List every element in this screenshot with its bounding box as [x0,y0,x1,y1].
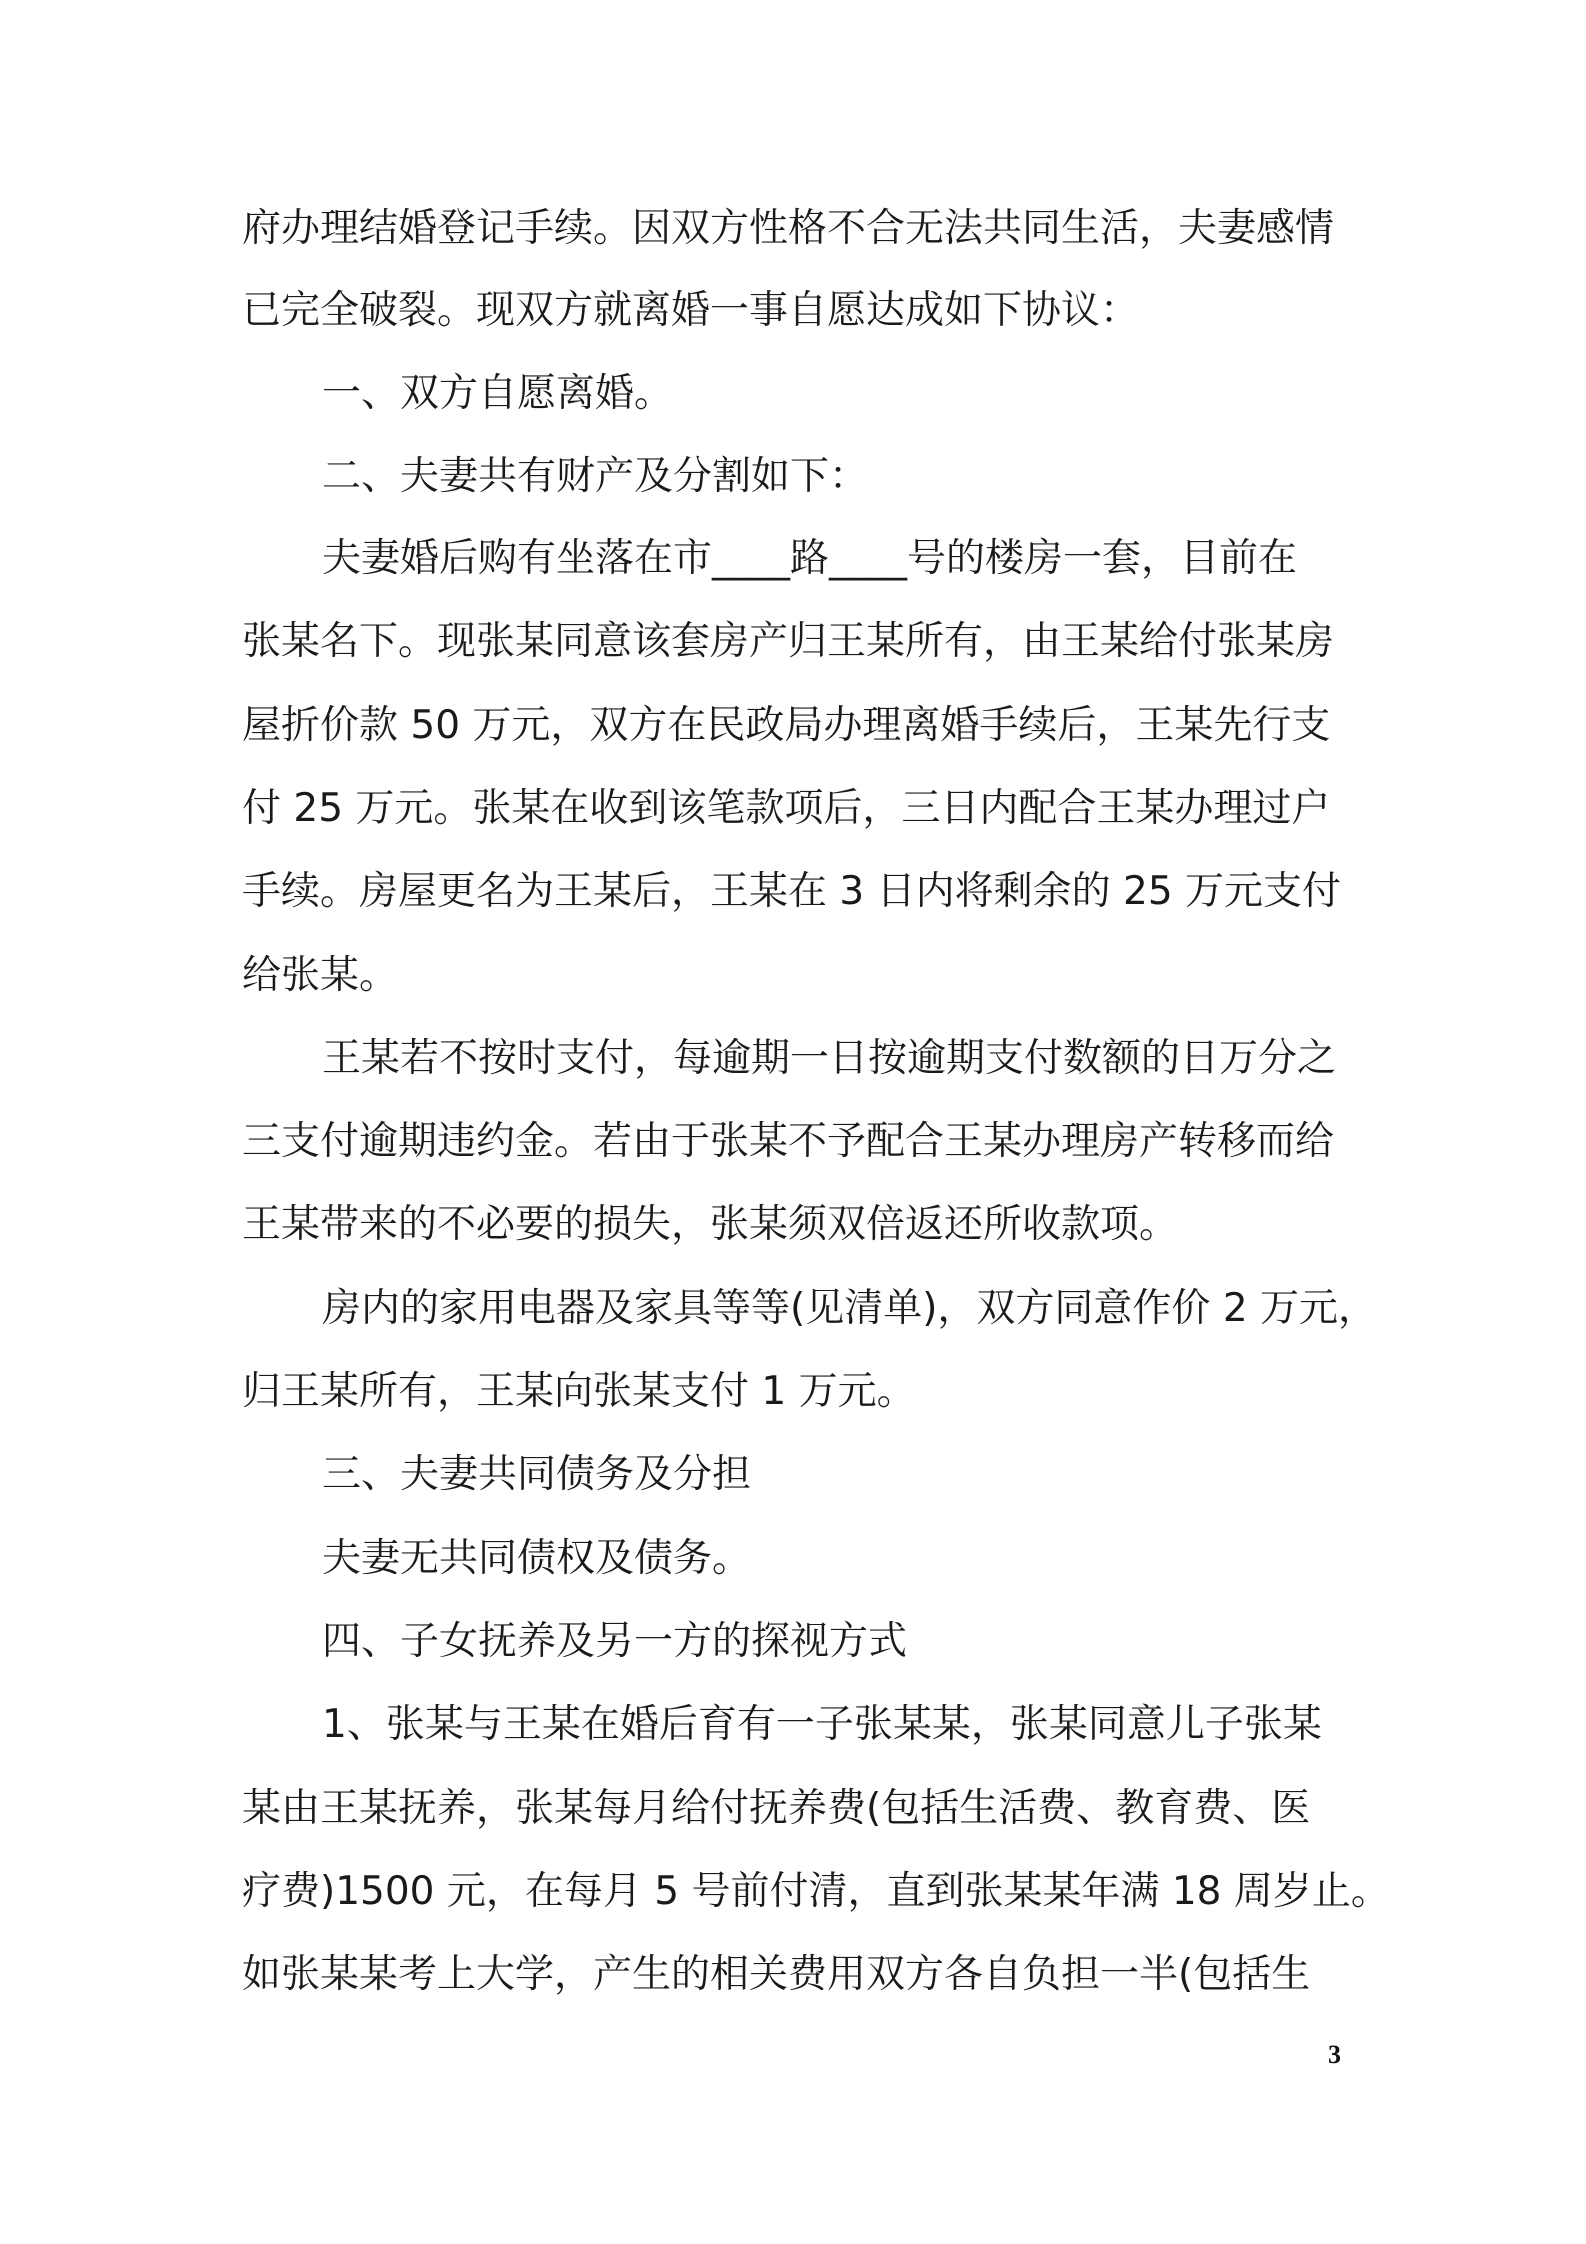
text-line: 夫妻婚后购有坐落在市____路____号的楼房一套，目前在 [322,536,1298,581]
text-line: 已完全破裂。现双方就离婚一事自愿达成如下协议： [242,288,1140,333]
text-line: 府办理结婚登记手续。因双方性格不合无法共同生活，夫妻感情 [242,206,1335,251]
text-line: 付 25 万元。张某在收到该笔款项后，三日内配合王某办理过户 [242,786,1331,831]
text-line: 王某带来的不必要的损失，张某须双倍返还所收款项。 [242,1202,1179,1247]
text-line: 如张某某考上大学，产生的相关费用双方各自负担一半(包括生 [242,1952,1311,1997]
text-line: 某由王某抚养，张某每月给付抚养费(包括生活费、教育费、医 [242,1786,1311,1831]
text-line: 房内的家用电器及家具等等(见清单)，双方同意作价 2 万元， [322,1286,1378,1331]
text-line: 张某名下。现张某同意该套房产归王某所有，由王某给付张某房 [242,619,1335,664]
text-line: 一、双方自愿离婚。 [322,371,674,416]
text-line: 归王某所有，王某向张某支付 1 万元。 [242,1369,916,1414]
section-heading: 四、子女抚养及另一方的探视方式 [322,1619,908,1664]
text-line: 手续。房屋更名为王某后，王某在 3 日内将剩余的 25 万元支付 [242,869,1342,914]
text-line: 疗费)1500 元，在每月 5 号前付清，直到张某某年满 18 周岁止。 [242,1869,1390,1914]
page-number: 3 [1328,2040,1341,2069]
section-heading: 三、夫妻共同债务及分担 [322,1452,752,1497]
text-line: 王某若不按时支付，每逾期一日按逾期支付数额的日万分之 [322,1036,1337,1081]
text-line: 屋折价款 50 万元，双方在民政局办理离婚手续后，王某先行支 [242,703,1331,748]
text-line: 夫妻无共同债权及债务。 [322,1536,752,1581]
text-line: 给张某。 [242,953,399,998]
text-line: 二、夫妻共有财产及分割如下： [322,454,869,499]
text-line: 1、张某与王某在婚后育有一子张某某，张某同意儿子张某 [322,1702,1322,1747]
text-line: 三支付逾期违约金。若由于张某不予配合王某办理房产转移而给 [242,1119,1335,1164]
